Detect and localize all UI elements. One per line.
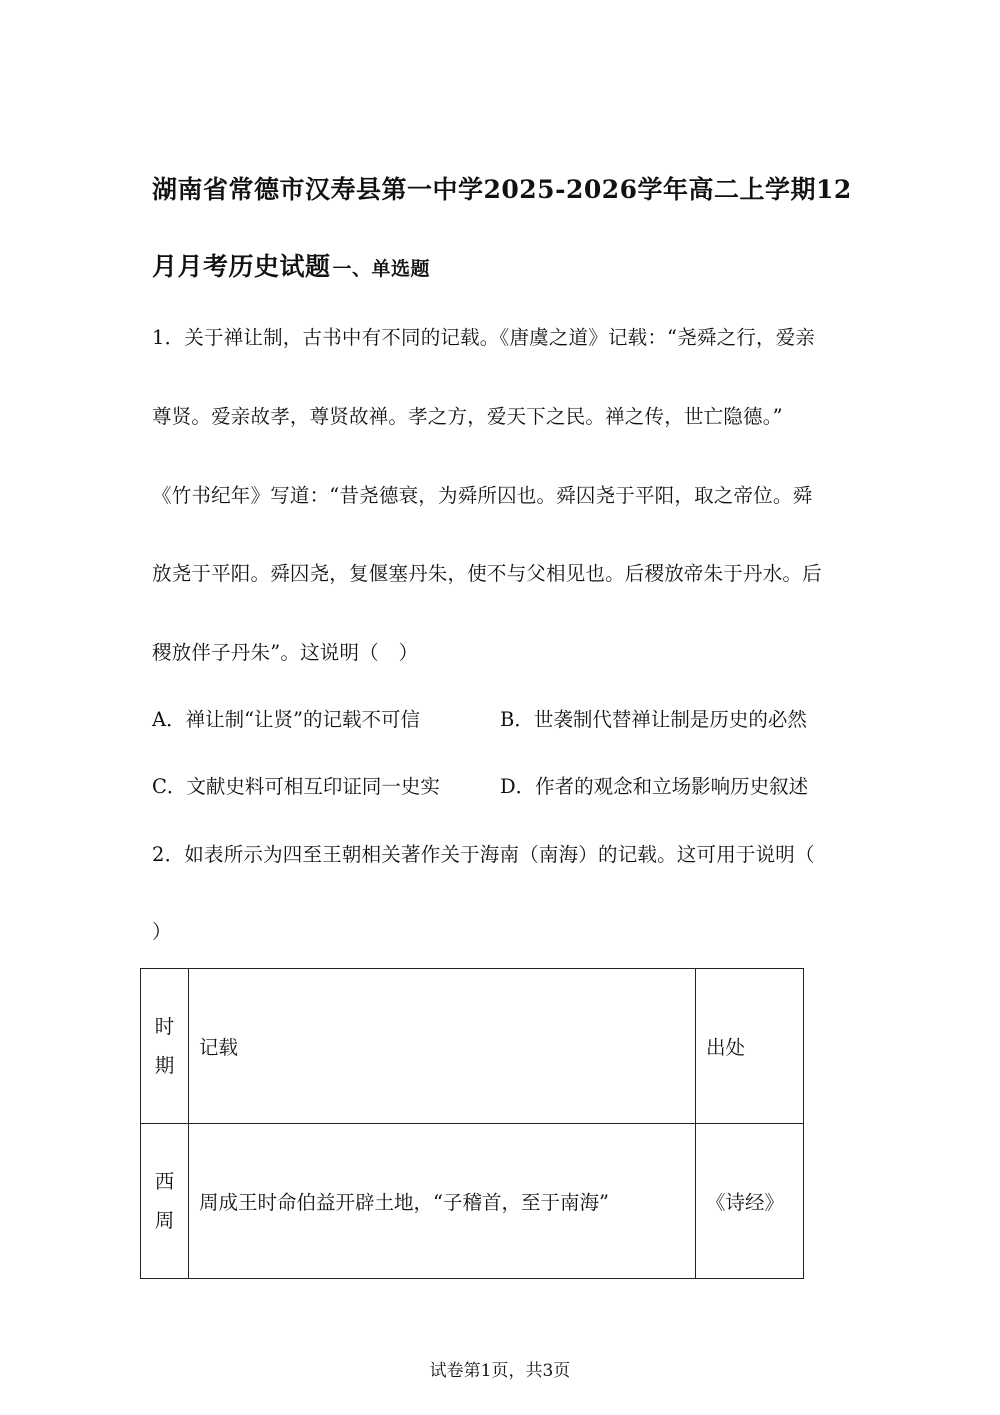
option-a: A．禅让制“让贤”的记载不可信 — [152, 708, 421, 731]
document-title-line-2 — [152, 247, 430, 283]
section-heading: 一、单选题 — [332, 258, 431, 280]
option-b: B．世袭制代替禅让制是历史的必然 — [500, 708, 807, 731]
header-period-char: 期 — [154, 1054, 175, 1077]
question-2-line: 2．如表所示为四至王朝相关著作关于海南（南海）的记载。这可用于说明（ — [152, 843, 815, 866]
records-table — [140, 968, 804, 1279]
question-1-line: 放尧于平阳。舜囚尧，复偃塞丹朱，使不与父相见也。后稷放帝朱于丹水。后 — [152, 562, 822, 585]
question-1-line: 稷放伴子丹朱”。这说明（ ） — [152, 641, 419, 664]
header-source: 出处 — [696, 969, 804, 1124]
question-1-line: 《竹书纪年》写道：“昔尧德衰，为舜所囚也。舜囚尧于平阳，取之帝位。舜 — [152, 484, 813, 507]
table-row — [141, 1124, 804, 1279]
question-1-line: 尊贤。爱亲故孝，尊贤故禅。孝之方，爱天下之民。禅之传，世亡隐德。” — [152, 405, 783, 428]
row-period-char: 西 — [154, 1170, 175, 1193]
option-d: D．作者的观念和立场影响历史叙述 — [500, 775, 809, 798]
question-2-line: ） — [152, 920, 172, 943]
question-1-line: 1．关于禅让制，古书中有不同的记载。《唐虞之道》记载：“尧舜之行，爱亲 — [152, 326, 816, 349]
table-header-row — [141, 969, 804, 1124]
header-record: 记载 — [189, 969, 696, 1124]
row-period — [141, 1124, 189, 1279]
row-source: 《诗经》 — [696, 1124, 804, 1279]
document-title-text: 月月考历史试题 — [152, 252, 331, 281]
header-period — [141, 969, 189, 1124]
row-record: 周成王时命伯益开辟土地，“子稽首，至于南海” — [189, 1124, 696, 1279]
header-period-char: 时 — [154, 1015, 175, 1038]
row-period-char: 周 — [154, 1209, 175, 1232]
option-c: C．文献史料可相互印证同一史实 — [152, 775, 440, 798]
page-footer: 试卷第1页，共3页 — [429, 1361, 571, 1381]
document-title-line-1: 湖南省常德市汉寿县第一中学2025-2026学年高二上学期12 — [152, 175, 852, 204]
